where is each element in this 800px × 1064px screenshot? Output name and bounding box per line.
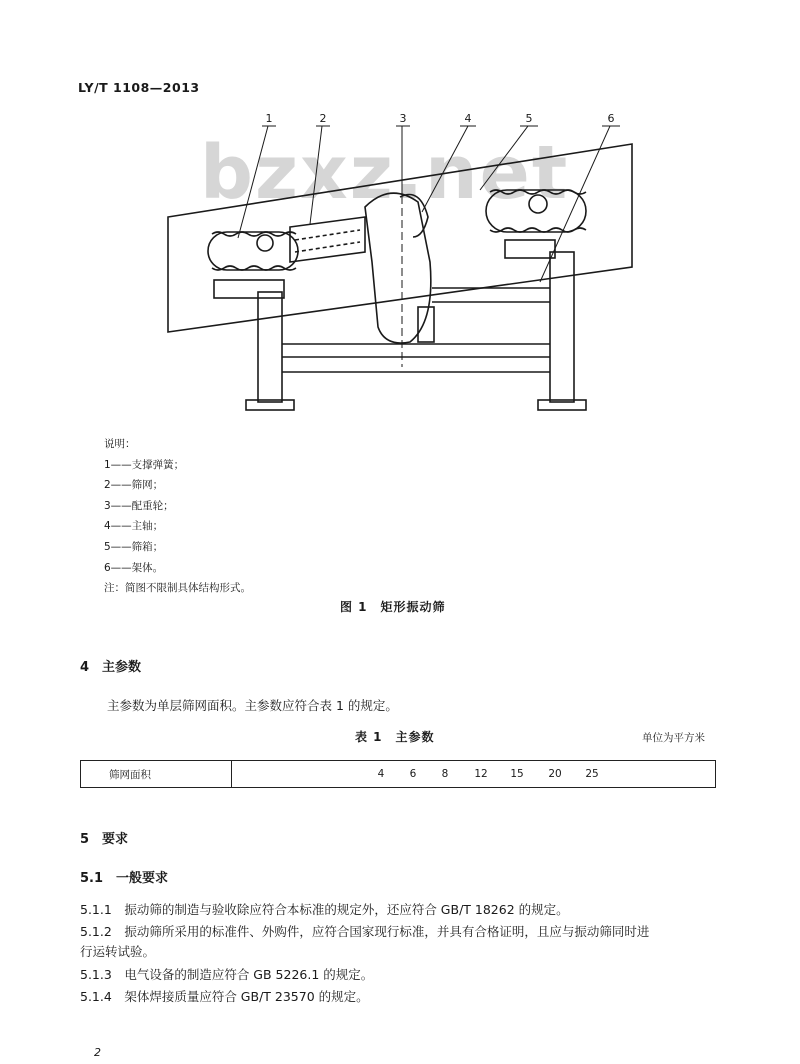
clause-number: 5.1.1	[80, 902, 112, 917]
clause-5-1-4	[80, 987, 369, 1005]
table-value: 6	[409, 768, 417, 780]
clause-5-1-1	[80, 900, 569, 918]
legend-item: 1——支撑弹簧；	[104, 458, 185, 471]
legend-title: 说明：	[104, 438, 136, 450]
page-number: 2	[94, 1046, 101, 1059]
legend-item: 6——架体。	[104, 561, 164, 574]
clause-number: 5.1.2	[80, 924, 112, 939]
table-value: 8	[441, 768, 449, 780]
clause-text: 振动筛的制造与验收除应符合本标准的规定外，还应符合 GB/T 18262 的规定。	[124, 902, 569, 917]
callout-5: 5	[525, 112, 533, 125]
parameter-table	[80, 760, 716, 788]
clause-5-1-2	[80, 922, 649, 940]
clause-5-1-3	[80, 965, 373, 983]
table-row-label: 筛网面积	[81, 761, 232, 788]
section-4-paragraph: 主参数为单层筛网面积。主参数应符合表 1 的规定。	[107, 698, 398, 713]
table-value: 12	[474, 768, 488, 780]
table-value: 4	[377, 768, 385, 780]
standard-code-header: LY/T 1108—2013	[78, 80, 200, 95]
legend-item: 4——主轴；	[104, 520, 164, 533]
counterweight-wheel	[365, 193, 431, 343]
support-spring-left	[208, 232, 298, 270]
table-value: 15	[510, 768, 524, 780]
callout-2: 2	[319, 112, 327, 125]
frame-leg-right	[550, 252, 574, 402]
table-row	[81, 761, 716, 788]
callout-3: 3	[399, 112, 407, 125]
screen-box-outline	[168, 144, 632, 332]
figure-note: 注：简图不限制具体结构形式。	[104, 582, 251, 595]
clause-number: 5.1.3	[80, 967, 112, 982]
table-title: 表 1 主参数	[355, 730, 435, 744]
figure-caption: 图 1 矩形振动筛	[340, 600, 446, 614]
table-value: 20	[548, 768, 562, 780]
legend-item: 3——配重轮；	[104, 499, 174, 512]
legend-item: 5——筛箱；	[104, 540, 164, 553]
watermark: bzxz.net	[200, 130, 570, 216]
section-5-heading: 5 要求	[80, 832, 129, 847]
clause-text: 电气设备的制造应符合 GB 5226.1 的规定。	[124, 967, 374, 982]
callout-4: 4	[464, 112, 472, 125]
legend-item: 2——筛网；	[104, 479, 164, 492]
screen-mesh	[290, 217, 365, 262]
section-5-1-heading: 5.1 一般要求	[80, 871, 169, 886]
clause-text: 行运转试验。	[80, 944, 156, 959]
table-value: 25	[585, 768, 599, 780]
clause-number: 5.1.4	[80, 989, 112, 1004]
frame-leg-left	[258, 292, 282, 402]
figure-legend	[104, 434, 251, 599]
section-4-heading: 4 主参数	[80, 660, 142, 675]
support-spring-right	[486, 190, 586, 232]
clause-5-1-2-continued	[80, 942, 155, 960]
vibrating-screen-diagram	[150, 112, 640, 417]
callout-1: 1	[265, 112, 273, 125]
callout-6: 6	[607, 112, 615, 125]
table-unit: 单位为平方米	[642, 732, 705, 744]
table-values-cell	[232, 761, 716, 788]
clause-text: 振动筛所采用的标准件、外购件，应符合国家现行标准，并具有合格证明，且应与振动筛同时进	[124, 924, 650, 939]
clause-text: 架体焊接质量应符合 GB/T 23570 的规定。	[124, 989, 369, 1004]
